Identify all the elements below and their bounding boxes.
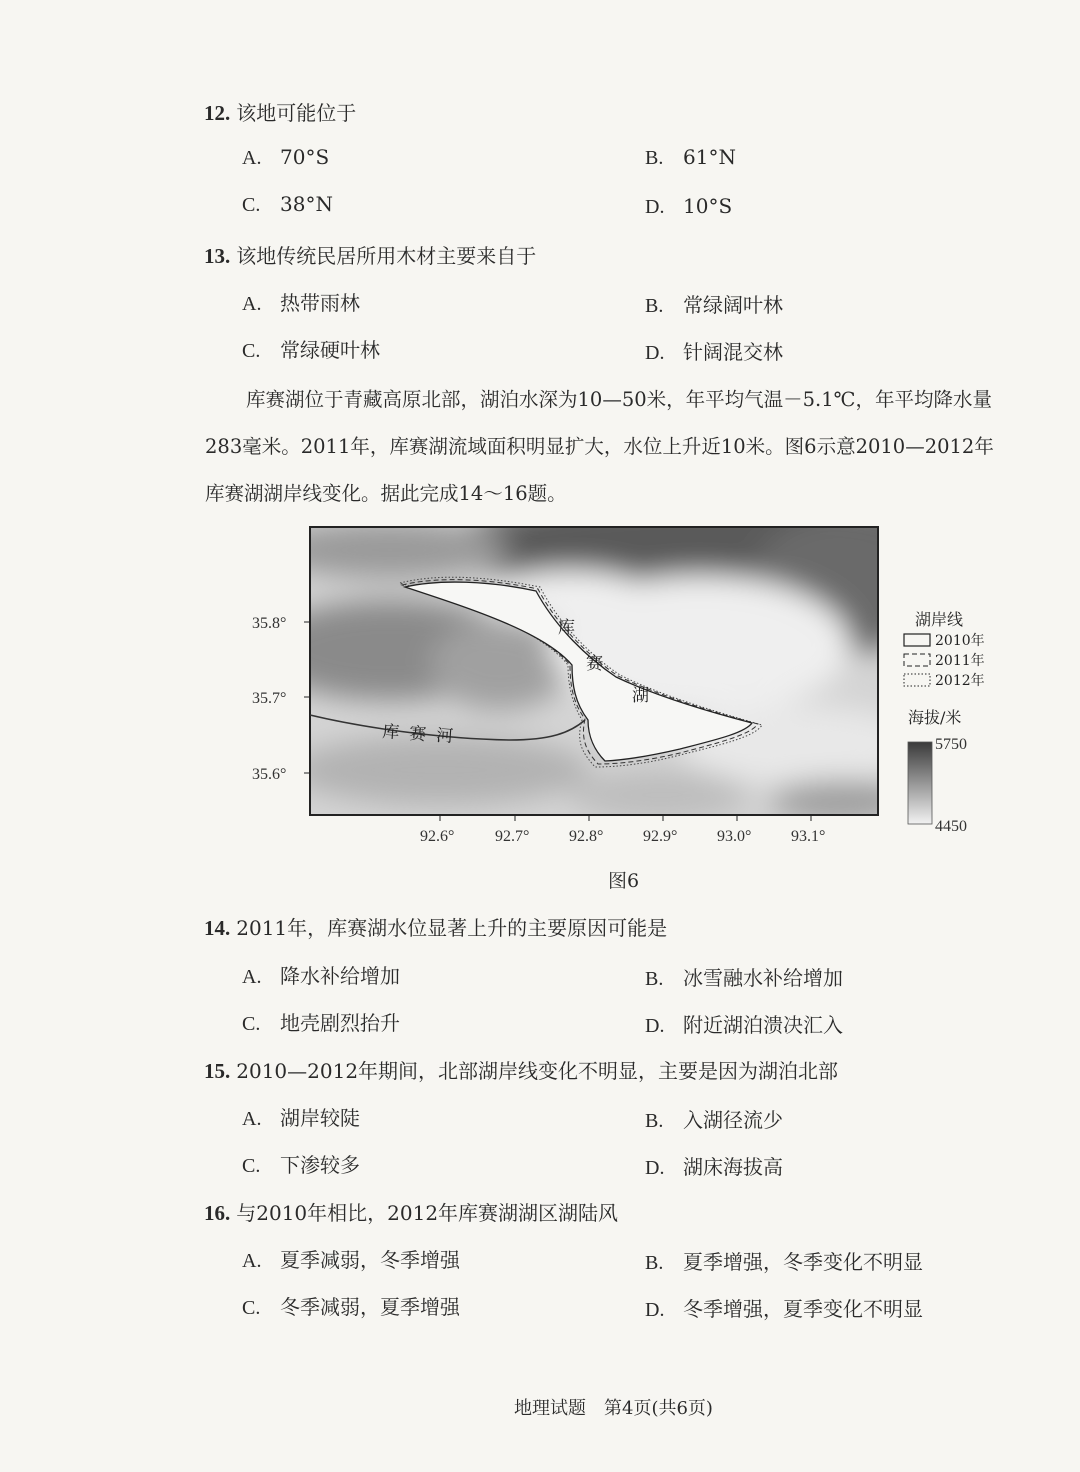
legend-swatch-2012 bbox=[904, 674, 930, 686]
lake-label-char: 库 bbox=[558, 618, 575, 638]
option-12-b[interactable]: B. 61°N bbox=[645, 145, 736, 169]
river-label: 库赛河 bbox=[381, 722, 464, 748]
option-12-d[interactable]: D. 10°S bbox=[645, 194, 733, 218]
question-number: 16. bbox=[204, 1201, 231, 1225]
option-16-b[interactable]: B. 夏季增强，冬季变化不明显 bbox=[645, 1250, 923, 1274]
passage-line-2: 283毫米。2011年，库赛湖流域面积明显扩大，水位上升近10米。图6示意2010—2012年 bbox=[205, 435, 994, 458]
option-16-d[interactable]: D. 冬季增强，夏季变化不明显 bbox=[645, 1297, 923, 1321]
elevation-min-label: 4450 bbox=[935, 818, 967, 835]
legend-elevation-title: 海拔/米 bbox=[908, 708, 962, 727]
lake-label-char: 湖 bbox=[632, 686, 649, 706]
lon-tick-label: 93.1° bbox=[791, 828, 826, 845]
question-15 bbox=[204, 1055, 838, 1084]
page-footer: 地理试题 第4页(共6页) bbox=[514, 1398, 713, 1419]
option-15-a[interactable]: A. 湖岸较陡 bbox=[242, 1106, 360, 1130]
option-13-a[interactable]: A. 热带雨林 bbox=[242, 291, 360, 315]
option-14-c[interactable]: C. 地壳剧烈抬升 bbox=[242, 1011, 400, 1035]
question-number: 14. bbox=[204, 916, 231, 940]
option-12-a[interactable]: A. 70°S bbox=[242, 145, 330, 169]
elevation-colorbar bbox=[908, 742, 932, 824]
question-13 bbox=[204, 240, 536, 269]
passage-line-1: 库赛湖位于青藏高原北部，湖泊水深为10—50米，年平均气温－5.1℃，年平均降水量 bbox=[246, 388, 992, 411]
legend-swatch-2010 bbox=[904, 634, 930, 646]
option-16-a[interactable]: A. 夏季减弱，冬季增强 bbox=[242, 1248, 460, 1272]
lon-tick-label: 92.9° bbox=[643, 828, 678, 845]
legend-shoreline-title: 湖岸线 bbox=[915, 610, 964, 629]
option-16-c[interactable]: C. 冬季减弱，夏季增强 bbox=[242, 1295, 460, 1319]
lat-tick-label: 35.7° bbox=[252, 690, 287, 707]
lon-tick-label: 92.8° bbox=[569, 828, 604, 845]
lon-tick-label: 93.0° bbox=[717, 828, 752, 845]
option-13-c[interactable]: C. 常绿硬叶林 bbox=[242, 338, 380, 362]
longitude-axis bbox=[420, 815, 825, 845]
map-legend bbox=[904, 610, 985, 835]
option-13-d[interactable]: D. 针阔混交林 bbox=[645, 340, 783, 364]
lake-label-char: 赛 bbox=[586, 654, 603, 674]
elevation-max-label: 5750 bbox=[935, 736, 967, 753]
legend-year-2011: 2011年 bbox=[935, 653, 985, 669]
option-15-b[interactable]: B. 入湖径流少 bbox=[645, 1108, 783, 1132]
option-14-d[interactable]: D. 附近湖泊溃决汇入 bbox=[645, 1013, 843, 1037]
option-13-b[interactable]: B. 常绿阔叶林 bbox=[645, 293, 783, 317]
question-number: 12. bbox=[204, 101, 231, 125]
lat-tick-label: 35.6° bbox=[252, 766, 287, 783]
figure-caption: 图6 bbox=[608, 870, 640, 892]
passage-line-3: 库赛湖湖岸线变化。据此完成14～16题。 bbox=[205, 482, 567, 505]
question-stem: 2010—2012年期间，北部湖岸线变化不明显，主要是因为湖泊北部 bbox=[236, 1059, 839, 1083]
option-15-c[interactable]: C. 下渗较多 bbox=[242, 1153, 360, 1177]
question-stem: 与2010年相比，2012年库赛湖湖区湖陆风 bbox=[236, 1201, 619, 1225]
legend-swatch-2011 bbox=[904, 654, 930, 666]
lon-tick-label: 92.6° bbox=[420, 828, 455, 845]
question-stem: 该地可能位于 bbox=[236, 101, 357, 125]
lon-tick-label: 92.7° bbox=[495, 828, 530, 845]
question-16 bbox=[204, 1197, 618, 1226]
question-number: 15. bbox=[204, 1059, 231, 1083]
question-stem: 该地传统民居所用木材主要来自于 bbox=[236, 244, 537, 268]
question-14 bbox=[204, 912, 667, 941]
question-number: 13. bbox=[204, 244, 231, 268]
lake-map-figure bbox=[240, 515, 1000, 855]
question-stem: 2011年，库赛湖水位显著上升的主要原因可能是 bbox=[236, 916, 668, 940]
question-12 bbox=[204, 97, 356, 126]
option-14-b[interactable]: B. 冰雪融水补给增加 bbox=[645, 966, 843, 990]
lat-tick-label: 35.8° bbox=[252, 615, 287, 632]
legend-year-2010: 2010年 bbox=[935, 633, 985, 649]
option-12-c[interactable]: C. 38°N bbox=[242, 192, 333, 216]
latitude-axis bbox=[252, 615, 310, 783]
option-15-d[interactable]: D. 湖床海拔高 bbox=[645, 1155, 783, 1179]
legend-year-2012: 2012年 bbox=[935, 673, 985, 689]
option-14-a[interactable]: A. 降水补给增加 bbox=[242, 964, 400, 988]
terrain-shading bbox=[260, 515, 970, 820]
